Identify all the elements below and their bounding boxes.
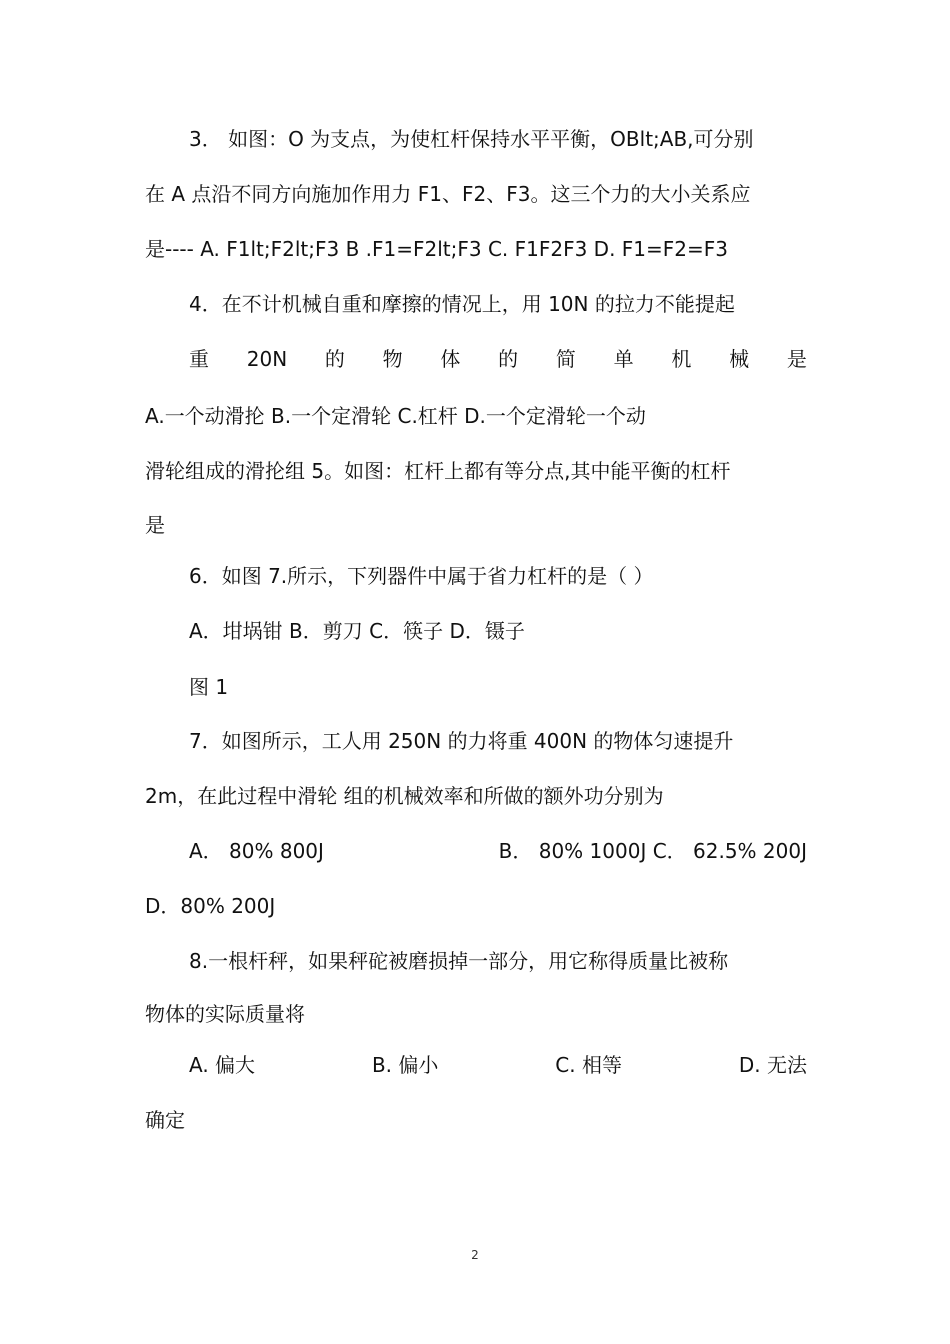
q4-word: 械 [729, 347, 750, 371]
q4-word: 重 [189, 347, 209, 371]
q4-word: 简 [555, 347, 576, 371]
q4-word: 是 [786, 347, 807, 371]
q3-line-1: 3． 如图：O 为支点，为使杠杆保持水平平衡，OBlt;AB,可分别 [189, 127, 754, 151]
q8-option-b: B. 偏小 [371, 1053, 439, 1077]
q5-line-2: 是 [145, 513, 165, 537]
q7-option-a: A． 80% 800J [189, 839, 324, 863]
q4-options: A.一个动滑抡 B.一个定滑轮 C.杠杆 D.一个定滑轮一个动 [145, 404, 646, 428]
q6-options: A．坩埚钳 B．剪刀 C．筷子 D．镊子 [189, 619, 525, 643]
q8-option-c: C. 相等 [555, 1053, 622, 1077]
q8-line-1: 8.一根杆秤，如果秤砣被磨损掉一部分，用它称得质量比被称 [189, 949, 729, 973]
q4-line-1: 4．在不计机械自重和摩擦的情况上，用 10N 的拉力不能提起 [189, 292, 735, 316]
q4-word: 的 [498, 347, 519, 371]
q4-line-4: 滑轮组成的滑抡组 5。如图：杠杆上都有等分点,其中能平衡的杠杆 [145, 459, 731, 483]
q8-option-d: D. 无法 [738, 1053, 807, 1077]
q7-option-d: D．80% 200J [145, 894, 276, 918]
q4-word: 的 [324, 347, 345, 371]
q4-word: 20N [246, 347, 288, 371]
q7-line-1: 7．如图所示，工人用 250N 的力将重 400N 的物体匀速提升 [189, 729, 734, 753]
page-number: 2 [471, 1248, 479, 1262]
q8-line-3: 确定 [145, 1108, 185, 1132]
q8-option-a: A. 偏大 [189, 1053, 256, 1077]
figure-label: 图 1 [189, 675, 229, 699]
q3-line-3: 是---- A. F1lt;F2lt;F3 B .F1=F2lt;F3 C. F1F2F3 D. F1=F2=F3 [145, 237, 728, 261]
q4-word: 单 [613, 347, 634, 371]
q7-line-2: 2m，在此过程中滑轮 组的机械效率和所做的额外功分别为 [145, 784, 664, 808]
q7-options-1 [189, 837, 807, 865]
q4-word: 体 [440, 347, 461, 371]
q4-word: 物 [382, 347, 403, 371]
q4-line-2 [189, 345, 807, 373]
q6-line-1: 6．如图 7.所示，下列器件中属于省力杠杆的是（ ） [189, 564, 654, 588]
q4-word: 机 [671, 347, 692, 371]
q8-options [189, 1051, 807, 1079]
q8-line-2: 物体的实际质量将 [145, 1002, 305, 1026]
q3-line-2: 在 A 点沿不同方向施加作用力 F1、F2、F3。这三个力的大小关系应 [145, 182, 751, 206]
q7-option-bc: B． 80% 1000J C． 62.5% 200J [498, 839, 807, 863]
